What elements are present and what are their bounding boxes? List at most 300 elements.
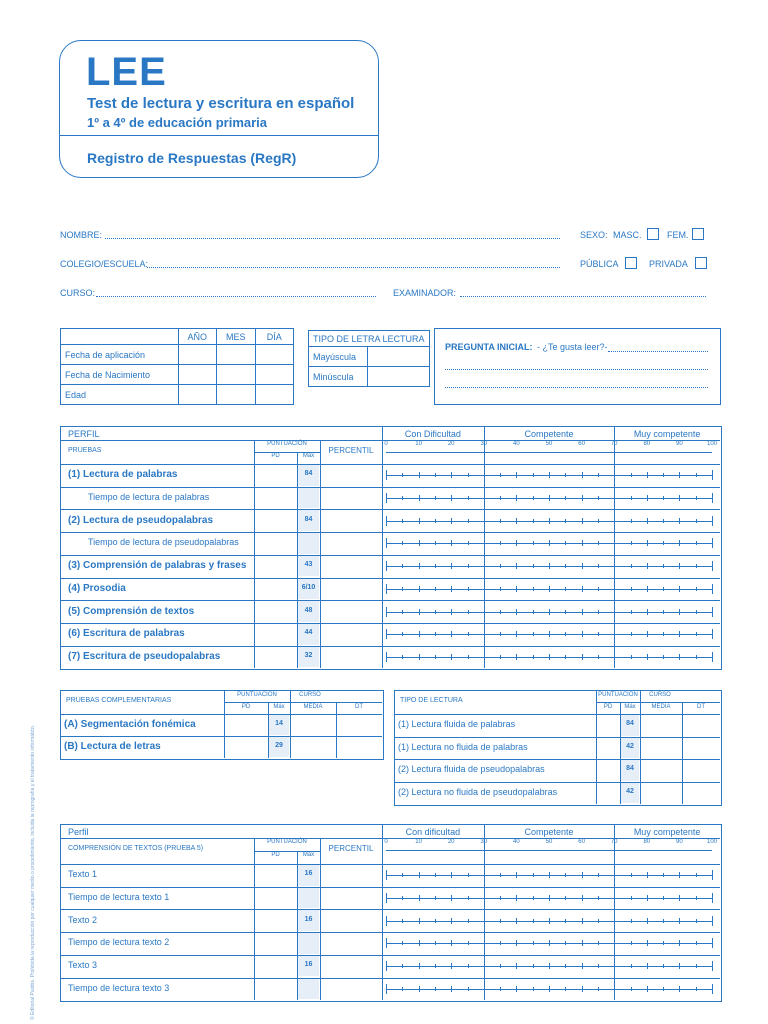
- scale-tick: [500, 896, 501, 900]
- scale-tick: [631, 873, 632, 877]
- scale-tick: [582, 563, 583, 569]
- scale-tick: [386, 516, 387, 526]
- cell[interactable]: [217, 365, 255, 385]
- scale-tick: [435, 919, 436, 923]
- scale-tick: [386, 470, 387, 480]
- scale-tick: [565, 896, 566, 900]
- max-cell: [298, 888, 319, 909]
- scale-tick: [468, 496, 469, 500]
- scale-tick: [549, 472, 550, 478]
- test-label: Texto 1: [68, 869, 98, 880]
- masc-checkbox[interactable]: [647, 228, 659, 240]
- scale-tick: [533, 919, 534, 923]
- scale-tick: [696, 541, 697, 545]
- scale-tick: [516, 918, 517, 924]
- colegio-field[interactable]: [147, 267, 560, 268]
- scale-tick: [598, 987, 599, 991]
- test-label: (B) Lectura de letras: [64, 741, 161, 752]
- scale-tick: [679, 918, 680, 924]
- scale-tick: [614, 940, 615, 946]
- percentile-cell[interactable]: [320, 955, 382, 978]
- test-label: (3) Comprensión de palabras y frases: [68, 560, 247, 572]
- scale-tick: [386, 607, 387, 617]
- scale-tick: [712, 652, 713, 662]
- scale-tick: [516, 654, 517, 660]
- test-label: (2) Lectura fluida de pseudopalabras: [398, 764, 545, 775]
- scale-tick: [565, 610, 566, 614]
- divider: [60, 887, 720, 888]
- percentile-cell[interactable]: [320, 646, 382, 669]
- scale-tick: [647, 986, 648, 992]
- scale-tick: [500, 519, 501, 523]
- scale-tick: [451, 654, 452, 660]
- max-score: 42: [626, 787, 634, 795]
- scale-tick: [516, 518, 517, 524]
- max-score: 43: [304, 561, 313, 569]
- scale-tick-label: 50: [545, 441, 553, 447]
- scale-tick: [647, 872, 648, 878]
- divider: [60, 736, 382, 737]
- scale-tick: [451, 609, 452, 615]
- cell[interactable]: [217, 345, 255, 365]
- max-score: 42: [626, 742, 634, 750]
- scale-tick: [500, 632, 501, 636]
- scale-tick: [468, 632, 469, 636]
- scale-tick: [679, 631, 680, 637]
- divider: [290, 690, 291, 758]
- scale-tick: [631, 473, 632, 477]
- cell[interactable]: [217, 385, 255, 405]
- scale-tick: [386, 870, 387, 880]
- scale-tick: [565, 987, 566, 991]
- scale-tick: [582, 940, 583, 946]
- cell[interactable]: [368, 367, 430, 387]
- scale-tick: [647, 940, 648, 946]
- scale-tick: [565, 496, 566, 500]
- scale-tick: [468, 473, 469, 477]
- scale-tick: [631, 541, 632, 545]
- scale-tick: [679, 986, 680, 992]
- scale-tick: [614, 872, 615, 878]
- cell[interactable]: [255, 365, 294, 385]
- scale-tick-label: 60: [578, 441, 585, 447]
- scale-tick: [696, 473, 697, 477]
- scale-tick: [386, 493, 387, 503]
- media-header: MEDIA: [651, 704, 671, 710]
- percentile-cell[interactable]: [320, 509, 382, 532]
- scale-tick: [516, 586, 517, 592]
- cell[interactable]: [255, 345, 294, 365]
- pd-cell[interactable]: [254, 864, 297, 887]
- scale-tick: [402, 873, 403, 877]
- examinador-label: EXAMINADOR:: [393, 288, 457, 298]
- scale-tick: [582, 986, 583, 992]
- pd-cell[interactable]: [254, 623, 297, 646]
- pd-cell[interactable]: [254, 464, 297, 487]
- scale-tick: [696, 987, 697, 991]
- scale-tick: [549, 518, 550, 524]
- band-label: Competente: [524, 827, 574, 837]
- scale-tick: [386, 938, 387, 948]
- scale-tick: [419, 631, 420, 637]
- scale-tick: [533, 987, 534, 991]
- scale-tick: [451, 472, 452, 478]
- band-label: Muy competente: [633, 827, 701, 837]
- scale-tick: [549, 540, 550, 546]
- divider: [382, 426, 383, 668]
- divider: [60, 646, 720, 647]
- percentile-cell[interactable]: [320, 909, 382, 932]
- scale-tick: [647, 631, 648, 637]
- scale-tick: [712, 516, 713, 526]
- scale-tick: [582, 518, 583, 524]
- publica-checkbox[interactable]: [625, 257, 637, 269]
- scale-tick: [435, 541, 436, 545]
- scale-tick: [516, 986, 517, 992]
- answer-line[interactable]: [445, 387, 708, 388]
- divider: [394, 759, 720, 760]
- scale-tick: [451, 963, 452, 969]
- score-header: PUNTUACIÓN: [598, 692, 638, 698]
- grade-range: 1º a 4º de educación primaria: [87, 115, 268, 130]
- scale-tick: [663, 655, 664, 659]
- divider: [394, 737, 720, 738]
- scale-tick: [451, 631, 452, 637]
- scale-tick: [468, 964, 469, 968]
- pd-header: PD: [241, 704, 251, 710]
- answer-line[interactable]: [608, 351, 708, 352]
- pd-cell[interactable]: [254, 509, 297, 532]
- scale-tick: [582, 609, 583, 615]
- scale-tick: [679, 495, 680, 501]
- percentile-cell[interactable]: [320, 887, 382, 910]
- band-label: Con dificultad: [405, 827, 461, 837]
- examinador-field[interactable]: [460, 296, 706, 297]
- scale-tick: [712, 938, 713, 948]
- pd-cell[interactable]: [254, 978, 297, 1001]
- max-score: 84: [626, 765, 634, 773]
- scale-tick-label: 100: [706, 839, 717, 845]
- divider: [60, 623, 720, 624]
- scale-tick: [549, 586, 550, 592]
- fecha-nacimiento: Fecha de Nacimiento: [61, 365, 179, 385]
- scale-tick: [565, 632, 566, 636]
- scale-tick: [549, 918, 550, 924]
- scale-tick: [435, 587, 436, 591]
- divider: [394, 782, 720, 783]
- scale-tick: [402, 473, 403, 477]
- scale-tick: [679, 895, 680, 901]
- divider: [60, 532, 720, 533]
- scale-tick: [419, 540, 420, 546]
- scale-tick: [435, 632, 436, 636]
- scale-tick: [712, 470, 713, 480]
- test-label: (2) Lectura no fluida de pseudopalabras: [398, 786, 558, 797]
- scale-tick: [598, 519, 599, 523]
- pd-cell[interactable]: [254, 555, 297, 578]
- scale-tick: [679, 563, 680, 569]
- dt-header: DT: [355, 704, 363, 710]
- scale-tick: [582, 495, 583, 501]
- course-header: CURSO: [299, 692, 321, 698]
- scale-tick: [484, 940, 485, 946]
- scale-tick: [614, 609, 615, 615]
- scale-tick: [419, 609, 420, 615]
- scale-tick: [419, 586, 420, 592]
- scale-axis: [386, 452, 712, 453]
- scale-tick: [386, 961, 387, 971]
- scale-tick: [598, 896, 599, 900]
- scale-axis: [386, 850, 712, 851]
- scale-tick: [451, 986, 452, 992]
- scale-tick: [484, 540, 485, 546]
- scale-tick: [712, 961, 713, 971]
- cell[interactable]: [178, 345, 216, 365]
- scale-tick: [712, 538, 713, 548]
- scale-tick: [386, 893, 387, 903]
- percentile-cell[interactable]: [320, 555, 382, 578]
- col-tests: PRUEBAS: [68, 447, 102, 454]
- test-label: Tiempo de lectura de palabras: [88, 492, 210, 503]
- scale-tick-label: 100: [706, 441, 717, 447]
- scale-tick: [402, 587, 403, 591]
- col-pd: PD: [271, 852, 280, 858]
- scale-tick-label: 90: [676, 441, 683, 447]
- col-score: PUNTUACIÓN: [267, 839, 307, 845]
- scale-tick: [500, 473, 501, 477]
- scale-tick: [533, 610, 534, 614]
- scale-tick: [419, 872, 420, 878]
- cell[interactable]: [178, 365, 216, 385]
- scale-tick: [402, 541, 403, 545]
- scale-tick: [696, 632, 697, 636]
- scale-tick: [451, 872, 452, 878]
- scale-tick-label: 80: [643, 441, 651, 447]
- answer-line[interactable]: [445, 369, 708, 370]
- nombre-field[interactable]: [105, 238, 560, 239]
- scale-tick: [533, 964, 534, 968]
- scale-tick: [565, 964, 566, 968]
- scale-tick: [582, 895, 583, 901]
- scale-tick: [582, 540, 583, 546]
- max-score: 16: [304, 870, 313, 878]
- scale-tick: [582, 472, 583, 478]
- percentile-cell[interactable]: [320, 464, 382, 487]
- scale-tick: [484, 631, 485, 637]
- col-score: PUNTUACIÓN: [267, 441, 307, 447]
- letter-type-table: [308, 330, 430, 387]
- cell[interactable]: [368, 347, 430, 367]
- scale-tick: [484, 872, 485, 878]
- scale-tick: [484, 495, 485, 501]
- scale-tick: [435, 896, 436, 900]
- pd-cell[interactable]: [254, 578, 297, 601]
- scale-tick: [435, 964, 436, 968]
- scale-tick: [565, 873, 566, 877]
- scale-tick: [533, 587, 534, 591]
- scale-tick: [565, 473, 566, 477]
- scale-tick: [565, 919, 566, 923]
- pd-cell[interactable]: [254, 909, 297, 932]
- scale-tick: [663, 896, 664, 900]
- divider: [394, 714, 720, 715]
- scale-tick: [468, 519, 469, 523]
- scale-tick: [598, 541, 599, 545]
- pd-header: PD: [603, 704, 613, 710]
- divider: [60, 464, 720, 465]
- scale-tick: [679, 940, 680, 946]
- scale-tick: [696, 896, 697, 900]
- percentile-cell[interactable]: [320, 600, 382, 623]
- scale-tick: [549, 895, 550, 901]
- col-percentile: PERCENTIL: [328, 844, 374, 853]
- scale-tick: [598, 941, 599, 945]
- divider: [60, 600, 720, 601]
- scale-tick: [614, 540, 615, 546]
- scale-tick: [647, 495, 648, 501]
- scale-tick: [582, 631, 583, 637]
- scale-tick: [582, 918, 583, 924]
- scale-tick: [435, 655, 436, 659]
- test-label: (4) Prosodia: [68, 582, 126, 594]
- scale-tick: [516, 872, 517, 878]
- scale-tick: [435, 873, 436, 877]
- scale-tick: [565, 541, 566, 545]
- scale-tick: [435, 519, 436, 523]
- curso-field[interactable]: [96, 296, 376, 297]
- scale-tick: [679, 586, 680, 592]
- scale-tick: [679, 518, 680, 524]
- scale-tick: [419, 563, 420, 569]
- percentile-cell[interactable]: [320, 932, 382, 955]
- pd-cell[interactable]: [254, 646, 297, 669]
- scale-tick: [565, 587, 566, 591]
- scale-tick-label: 30: [480, 441, 488, 447]
- test-label: Tiempo de lectura texto 2: [68, 937, 170, 948]
- scale-tick: [712, 493, 713, 503]
- divider: [336, 702, 337, 758]
- band-label: Muy competente: [633, 429, 701, 439]
- scale-tick: [582, 654, 583, 660]
- max-header: Máx: [624, 704, 636, 710]
- pd-cell[interactable]: [254, 955, 297, 978]
- test-label: (7) Escritura de pseudopalabras: [68, 650, 221, 662]
- pd-cell[interactable]: [254, 932, 297, 955]
- scale-tick: [516, 940, 517, 946]
- percentile-cell[interactable]: [320, 487, 382, 510]
- scale-tick: [598, 610, 599, 614]
- pd-cell[interactable]: [254, 600, 297, 623]
- letter-type-title: TIPO DE LETRA LECTURA: [309, 331, 430, 347]
- media-header: MEDIA: [303, 704, 323, 710]
- scale-tick: [419, 918, 420, 924]
- percentile-cell[interactable]: [320, 978, 382, 1001]
- percentile-cell[interactable]: [320, 623, 382, 646]
- percentile-cell[interactable]: [320, 578, 382, 601]
- scale-tick: [712, 916, 713, 926]
- scale-tick: [663, 873, 664, 877]
- scale-tick: [631, 655, 632, 659]
- max-score: 84: [304, 470, 313, 478]
- scale-tick-label: 30: [480, 839, 488, 845]
- divider: [60, 509, 720, 510]
- scale-tick: [386, 652, 387, 662]
- divider: [596, 702, 720, 703]
- month-header: MES: [217, 329, 255, 345]
- test-label: Tiempo de lectura de pseudopalabras: [88, 537, 239, 548]
- scale-tick: [402, 519, 403, 523]
- pd-cell[interactable]: [254, 532, 297, 555]
- scale-tick: [663, 496, 664, 500]
- divider: [60, 555, 720, 556]
- pd-cell[interactable]: [254, 487, 297, 510]
- pd-cell[interactable]: [254, 887, 297, 910]
- scale-tick: [402, 896, 403, 900]
- scale-tick: [484, 918, 485, 924]
- scale-tick-label: 20: [447, 839, 455, 845]
- scale-tick: [647, 586, 648, 592]
- privada-checkbox[interactable]: [695, 257, 707, 269]
- scale-tick: [631, 587, 632, 591]
- dt-header: DT: [697, 704, 705, 710]
- scale-tick-label: 80: [643, 839, 651, 845]
- scale-tick: [402, 919, 403, 923]
- scale-tick: [549, 495, 550, 501]
- scale-tick: [386, 916, 387, 926]
- scale-tick: [598, 564, 599, 568]
- percentile-cell[interactable]: [320, 532, 382, 555]
- sexo-label: SEXO:: [580, 230, 608, 240]
- scale-tick: [468, 896, 469, 900]
- cell[interactable]: [255, 385, 294, 405]
- col-tests: COMPRENSIÓN DE TEXTOS (PRUEBA 5): [68, 845, 204, 852]
- max-header: Máx: [273, 704, 285, 710]
- scale-tick: [402, 610, 403, 614]
- scale-tick: [451, 563, 452, 569]
- scale-tick: [402, 655, 403, 659]
- cell[interactable]: [178, 385, 216, 405]
- scale-tick: [696, 655, 697, 659]
- scale-tick: [712, 584, 713, 594]
- test-label: (5) Comprensión de textos: [68, 605, 195, 617]
- fem-checkbox[interactable]: [692, 228, 704, 240]
- scale-tick: [582, 872, 583, 878]
- scale-tick: [647, 472, 648, 478]
- scale-tick: [614, 631, 615, 637]
- scale-tick: [598, 632, 599, 636]
- divider: [60, 932, 720, 933]
- divider: [224, 702, 382, 703]
- max-cell: [298, 488, 319, 509]
- divider: [60, 578, 720, 579]
- test-label: (1) Lectura fluida de palabras: [398, 719, 516, 730]
- scale-tick: [451, 895, 452, 901]
- copyright: © Editorial Paidós. Prohibida la reproducción por cualquier medio o procedimiento, incluida la reprografía y el tratamiento informático.: [30, 724, 36, 1020]
- scale-tick: [516, 472, 517, 478]
- scale-tick: [468, 873, 469, 877]
- mayuscula: Mayúscula: [309, 347, 368, 367]
- scale-tick: [712, 870, 713, 880]
- scale-tick: [549, 631, 550, 637]
- scale-tick: [549, 963, 550, 969]
- max-cell: [298, 933, 319, 954]
- scale-tick-label: 70: [610, 441, 618, 447]
- scale-tick: [500, 610, 501, 614]
- scale-tick: [484, 518, 485, 524]
- test-label: Texto 3: [68, 960, 98, 971]
- percentile-cell[interactable]: [320, 864, 382, 887]
- scale-tick: [435, 610, 436, 614]
